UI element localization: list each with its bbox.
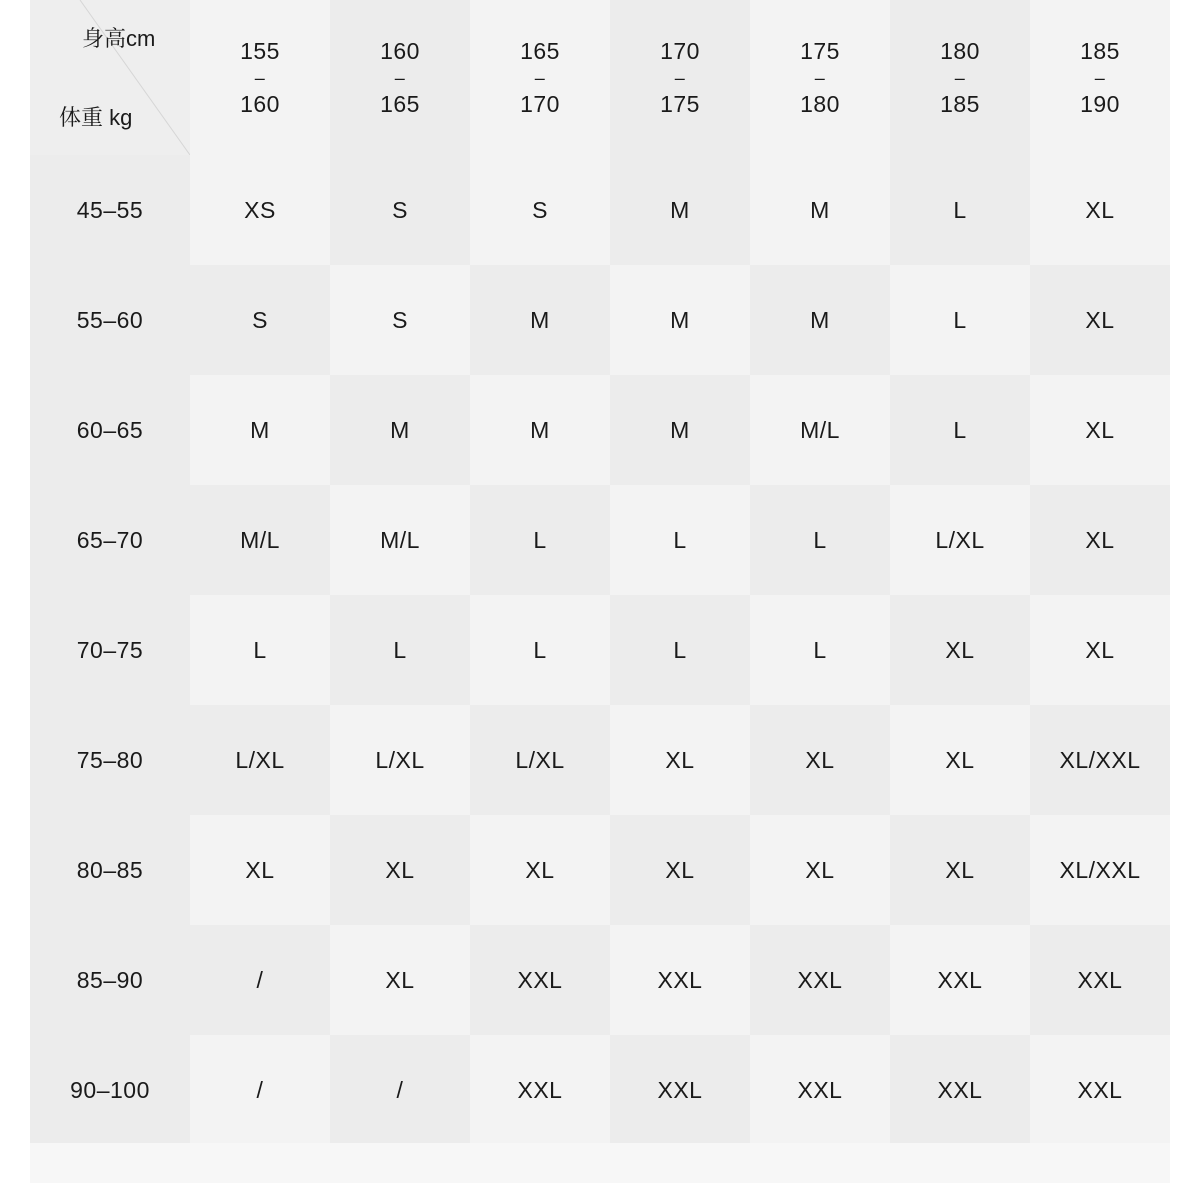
size-cell: M/L bbox=[330, 485, 470, 595]
range-separator: – bbox=[394, 67, 406, 88]
size-cell: XXL bbox=[470, 925, 610, 1035]
height-column-header bbox=[1030, 0, 1170, 155]
size-cell: XL bbox=[610, 705, 750, 815]
height-range-to: 185 bbox=[940, 90, 980, 117]
size-cell: XXL bbox=[470, 1035, 610, 1145]
height-range-from: 175 bbox=[800, 37, 840, 64]
range-separator: – bbox=[534, 67, 546, 88]
height-column-header bbox=[890, 0, 1030, 155]
weight-row-header: 45–55 bbox=[30, 155, 190, 265]
size-cell: M bbox=[470, 265, 610, 375]
size-cell: L/XL bbox=[330, 705, 470, 815]
size-cell: XL bbox=[610, 815, 750, 925]
size-chart-table bbox=[30, 0, 1170, 1183]
size-cell: XL bbox=[750, 815, 890, 925]
height-range-to: 180 bbox=[800, 90, 840, 117]
footer-band bbox=[30, 1143, 1170, 1183]
size-cell: XL bbox=[470, 815, 610, 925]
height-range-to: 170 bbox=[520, 90, 560, 117]
height-range-to: 165 bbox=[380, 90, 420, 117]
size-cell: XXL bbox=[610, 925, 750, 1035]
size-cell: L bbox=[190, 595, 330, 705]
height-range-from: 170 bbox=[660, 37, 700, 64]
size-cell: S bbox=[330, 155, 470, 265]
size-cell: L bbox=[470, 595, 610, 705]
range-separator: – bbox=[814, 67, 826, 88]
size-cell: L bbox=[750, 595, 890, 705]
size-cell: L bbox=[890, 375, 1030, 485]
size-cell: S bbox=[330, 265, 470, 375]
size-cell: L bbox=[890, 155, 1030, 265]
size-cell: L bbox=[890, 265, 1030, 375]
size-cell: XL bbox=[1030, 155, 1170, 265]
height-column-header bbox=[470, 0, 610, 155]
size-cell: XL/XXL bbox=[1030, 815, 1170, 925]
size-cell: L/XL bbox=[470, 705, 610, 815]
range-separator: – bbox=[954, 67, 966, 88]
height-column-header bbox=[190, 0, 330, 155]
height-column-header bbox=[610, 0, 750, 155]
weight-row-header: 55–60 bbox=[30, 265, 190, 375]
range-separator: – bbox=[674, 67, 686, 88]
height-range-to: 160 bbox=[240, 90, 280, 117]
size-cell: XL bbox=[190, 815, 330, 925]
weight-row-header: 75–80 bbox=[30, 705, 190, 815]
size-cell: XL bbox=[890, 595, 1030, 705]
size-cell: XL bbox=[890, 705, 1030, 815]
size-cell: / bbox=[190, 925, 330, 1035]
weight-row-header: 60–65 bbox=[30, 375, 190, 485]
size-cell: L bbox=[610, 595, 750, 705]
height-range-from: 185 bbox=[1080, 37, 1120, 64]
size-cell: XL bbox=[330, 815, 470, 925]
height-range-from: 180 bbox=[940, 37, 980, 64]
size-cell: L bbox=[750, 485, 890, 595]
size-cell: M bbox=[610, 155, 750, 265]
range-separator: – bbox=[254, 67, 266, 88]
size-cell: M bbox=[610, 265, 750, 375]
size-cell: XL bbox=[1030, 375, 1170, 485]
size-cell: XL bbox=[1030, 595, 1170, 705]
size-cell: L bbox=[610, 485, 750, 595]
size-cell: XXL bbox=[890, 1035, 1030, 1145]
height-range-to: 175 bbox=[660, 90, 700, 117]
size-cell: XL/XXL bbox=[1030, 705, 1170, 815]
height-column-header bbox=[750, 0, 890, 155]
size-cell: XXL bbox=[1030, 1035, 1170, 1145]
weight-row-header: 90–100 bbox=[30, 1035, 190, 1145]
table-corner-header bbox=[30, 0, 190, 155]
height-column-header bbox=[330, 0, 470, 155]
height-range-from: 165 bbox=[520, 37, 560, 64]
size-cell: M bbox=[470, 375, 610, 485]
size-cell: XXL bbox=[610, 1035, 750, 1145]
size-cell: XXL bbox=[750, 1035, 890, 1145]
size-cell: L/XL bbox=[190, 705, 330, 815]
size-cell: / bbox=[190, 1035, 330, 1145]
size-cell: M bbox=[610, 375, 750, 485]
size-cell: XL bbox=[1030, 265, 1170, 375]
size-cell: S bbox=[190, 265, 330, 375]
weight-row-header: 80–85 bbox=[30, 815, 190, 925]
size-cell: L bbox=[470, 485, 610, 595]
size-cell: M bbox=[190, 375, 330, 485]
size-cell: M bbox=[750, 155, 890, 265]
size-cell: XXL bbox=[750, 925, 890, 1035]
size-cell: M/L bbox=[190, 485, 330, 595]
size-cell: M/L bbox=[750, 375, 890, 485]
range-separator: – bbox=[1094, 67, 1106, 88]
height-axis-label: 身高cm bbox=[82, 26, 156, 51]
size-cell: XL bbox=[890, 815, 1030, 925]
size-cell: XXL bbox=[1030, 925, 1170, 1035]
size-cell: S bbox=[470, 155, 610, 265]
size-cell: L bbox=[330, 595, 470, 705]
size-cell: XL bbox=[1030, 485, 1170, 595]
size-cell: XL bbox=[750, 705, 890, 815]
size-cell: M bbox=[330, 375, 470, 485]
size-cell: / bbox=[330, 1035, 470, 1145]
height-range-from: 155 bbox=[240, 37, 280, 64]
size-cell: XS bbox=[190, 155, 330, 265]
weight-axis-label: 体重 kg bbox=[59, 105, 133, 130]
weight-row-header: 85–90 bbox=[30, 925, 190, 1035]
size-cell: L/XL bbox=[890, 485, 1030, 595]
weight-row-header: 65–70 bbox=[30, 485, 190, 595]
height-range-to: 190 bbox=[1080, 90, 1120, 117]
size-cell: XXL bbox=[890, 925, 1030, 1035]
weight-row-header: 70–75 bbox=[30, 595, 190, 705]
height-range-from: 160 bbox=[380, 37, 420, 64]
size-cell: M bbox=[750, 265, 890, 375]
size-cell: XL bbox=[330, 925, 470, 1035]
